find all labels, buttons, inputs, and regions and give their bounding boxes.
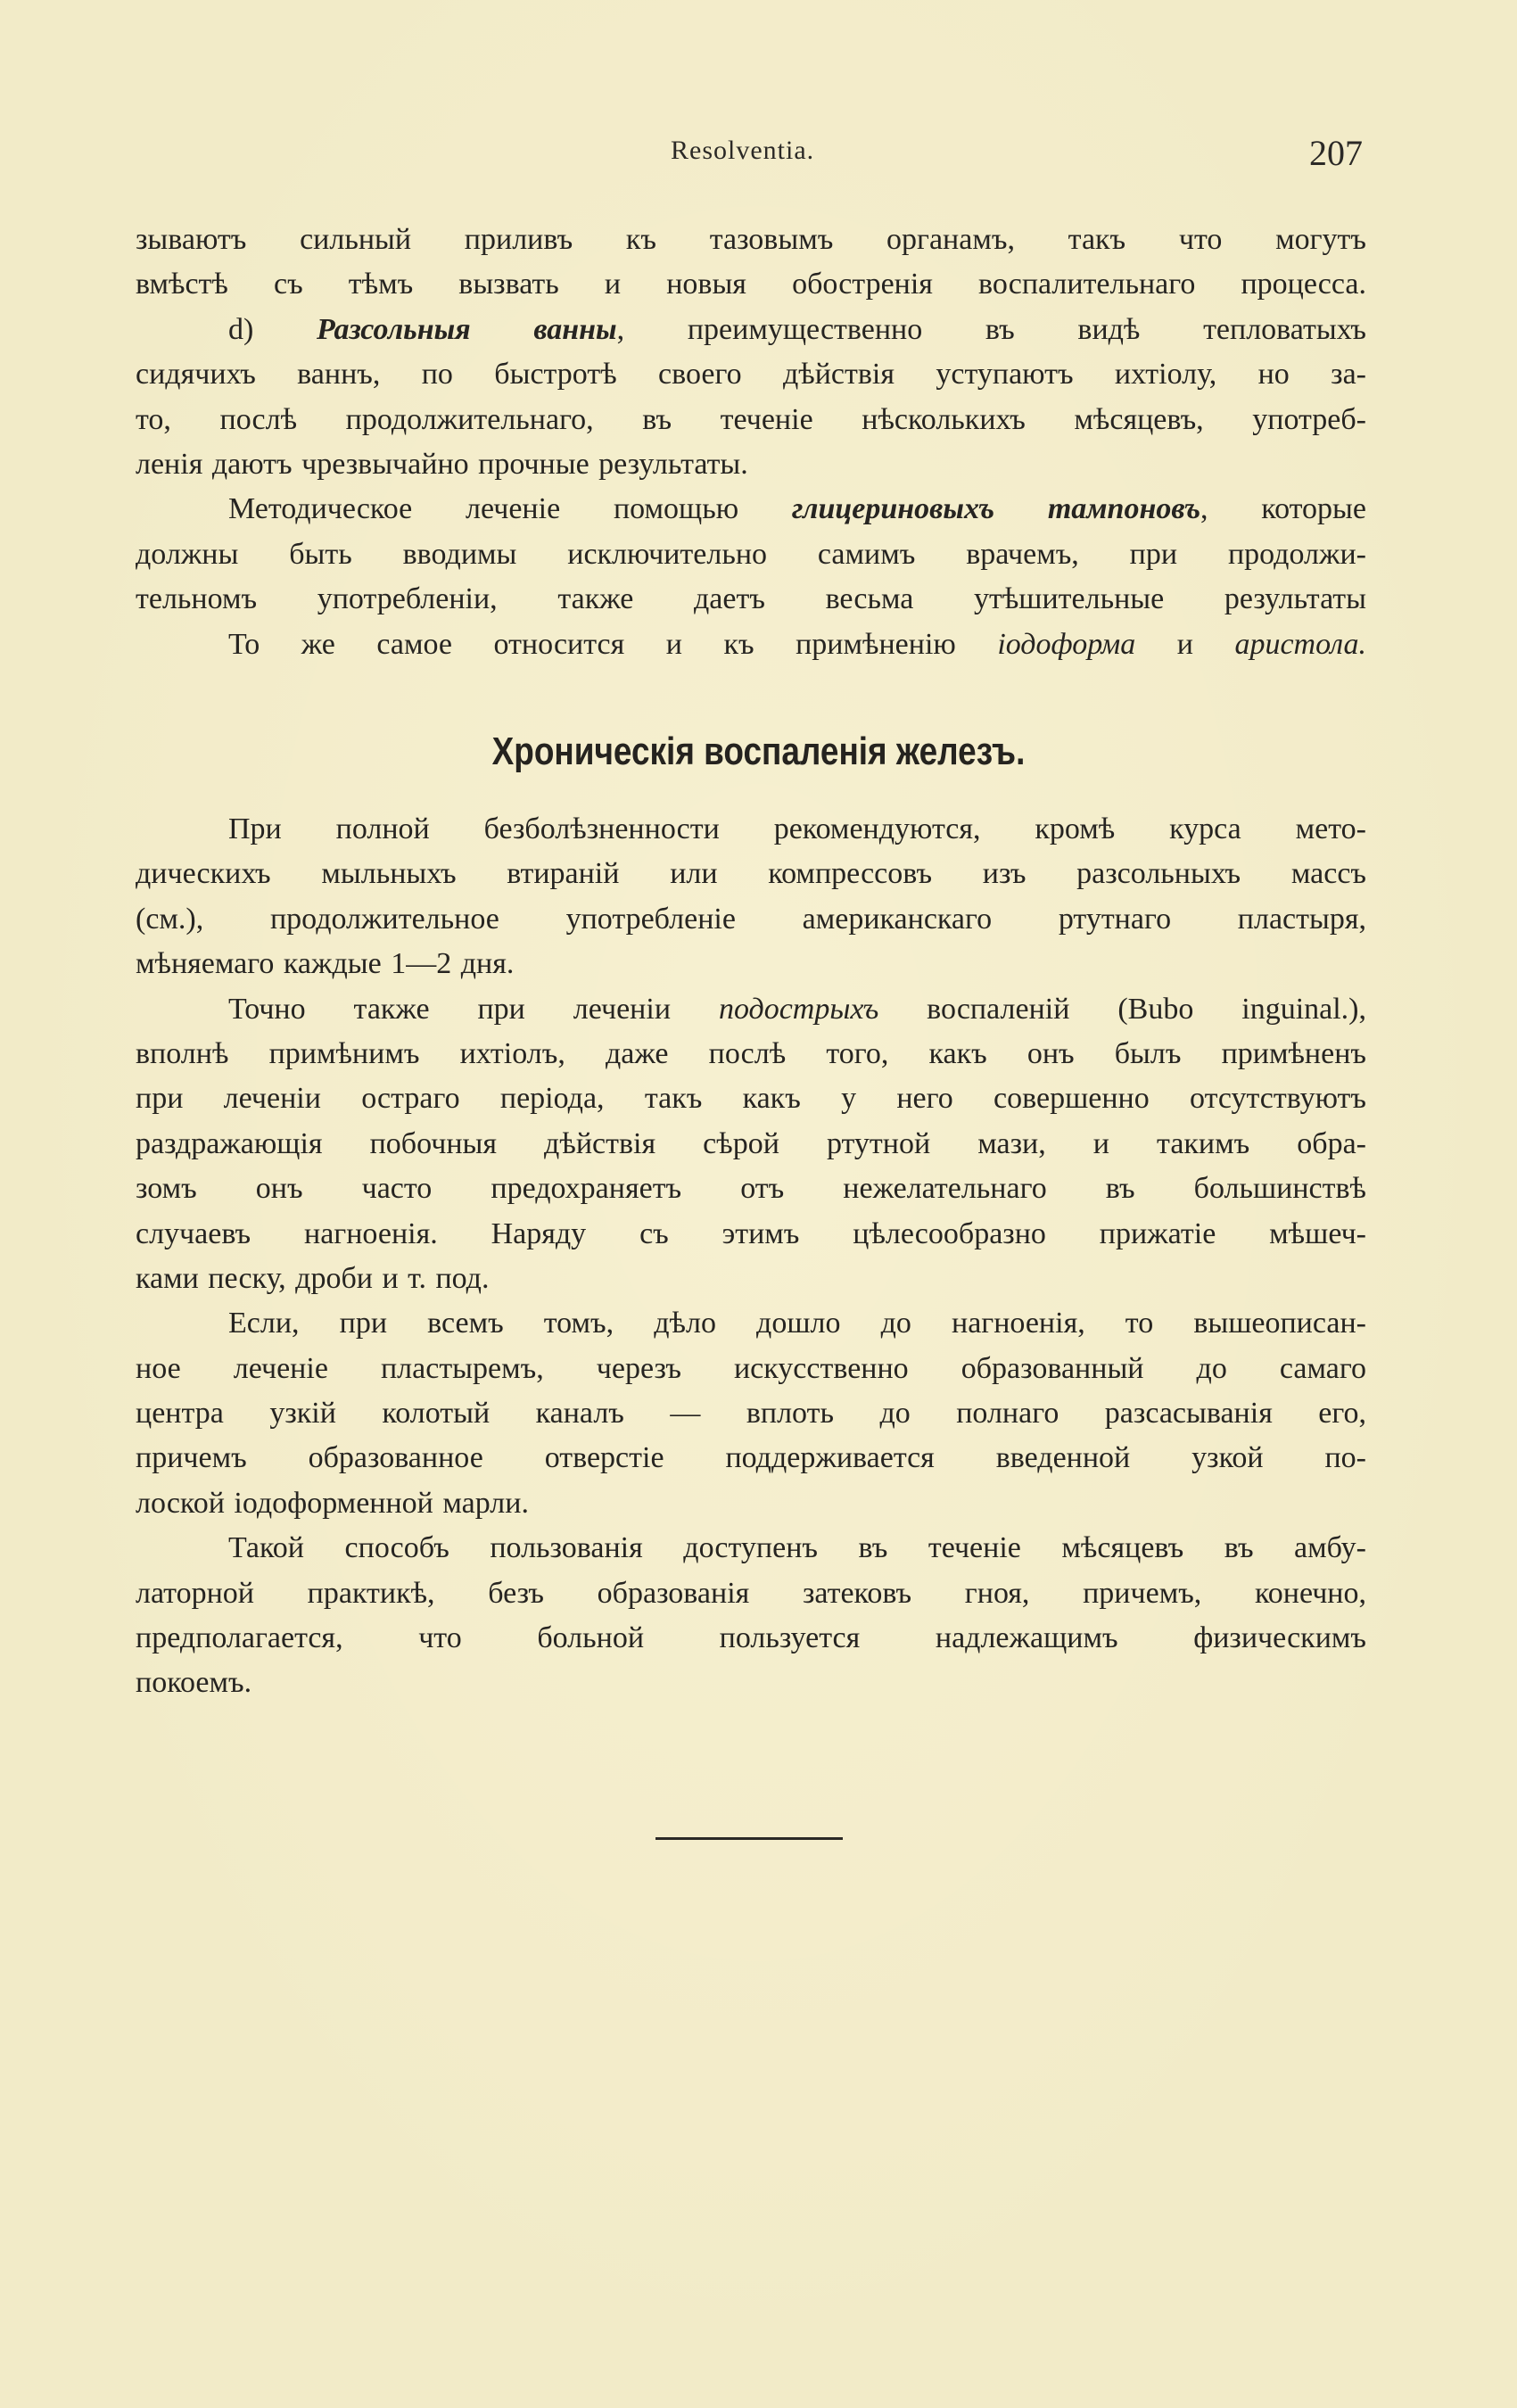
text-line: вмѣстѣ съ тѣмъ вызвать и новыя обостренія воспалительнаго процесса. (136, 268, 1366, 301)
text-line (136, 987, 1366, 1032)
text-line: латорной практикѣ, безъ образованія затековъ гноя, причемъ, конечно, (136, 1576, 1366, 1610)
text-line: ное леченіе пластыремъ, черезъ искусственно образованный до самаго (136, 1351, 1366, 1385)
text-run: воспаленій (Bubo inguinal.), (878, 992, 1366, 1026)
text-line: При полной безболѣзненности рекомендуются, кромѣ курса мето- (228, 812, 1366, 845)
text-line: должны быть вводимы исключительно самимъ врачемъ, при продолжи- (136, 537, 1366, 571)
running-head: Resolventia. (671, 136, 815, 165)
text-line: Такой способъ пользованія доступенъ въ теченіе мѣсяцевъ въ амбу- (228, 1531, 1366, 1565)
emphasis-term: Разсольныя ванны (317, 312, 617, 346)
text-line: зомъ онъ часто предохраняетъ отъ нежелательнаго въ большинствѣ (136, 1172, 1366, 1206)
text-line: мѣняемаго каждые 1—2 дня. (136, 947, 515, 981)
text-line: тельномъ употребленіи, также даетъ весьма утѣшительные результаты (136, 582, 1366, 616)
text-line: дическихъ мыльныхъ втираній или компрессовъ изъ разсольныхъ массъ (136, 857, 1366, 891)
text-section-2 (136, 807, 1366, 1706)
emphasis-term: подострыхъ (718, 992, 879, 1026)
text-run: Методическое леченіе помощью (228, 492, 792, 526)
list-marker: d) (228, 312, 317, 346)
text-line (136, 487, 1366, 532)
page-number: 207 (1309, 133, 1363, 173)
text-line: лоской іодоформенной марли. (136, 1486, 529, 1520)
end-rule-divider (655, 1837, 843, 1840)
text-line: раздражающія побочныя дѣйствія сѣрой ртутной мази, и такимъ обра- (136, 1126, 1366, 1160)
text-run: То же самое относится и къ примѣненію (228, 627, 998, 661)
text-line (136, 308, 1366, 352)
text-run: , которые (1200, 492, 1366, 526)
text-run: , преимущественно въ видѣ тепловатыхъ (616, 312, 1366, 346)
section-heading: Хроническія воспаленія железъ. (491, 730, 1026, 773)
text-line: причемъ образованное отверстіе поддерживается введенной узкой по- (136, 1441, 1366, 1475)
emphasis-term: аристола. (1234, 627, 1366, 661)
text-line: вполнѣ примѣнимъ ихтіолъ, даже послѣ того, какъ онъ былъ примѣненъ (136, 1036, 1366, 1070)
text-line: зываютъ сильный приливъ къ тазовымъ органамъ, такъ что могутъ (136, 223, 1366, 256)
text-line: случаевъ нагноенія. Наряду съ этимъ цѣлесообразно прижатіе мѣшеч- (136, 1216, 1366, 1250)
emphasis-term: глицериновыхъ тампоновъ (791, 492, 1200, 526)
text-line: предполагается, что больной пользуется надлежащимъ физическимъ (136, 1621, 1366, 1655)
text-line: ками песку, дроби и т. под. (136, 1261, 490, 1295)
text-line: ленія даютъ чрезвычайно прочные результаты. (136, 447, 748, 481)
emphasis-term: іодоформа (997, 627, 1136, 661)
text-line: то, послѣ продолжительнаго, въ теченіе нѣсколькихъ мѣсяцевъ, употреб- (136, 402, 1366, 436)
text-line: при леченіи остраго періода, такъ какъ у него совершенно отсутствуютъ (136, 1082, 1366, 1116)
text-run: Точно также при леченіи (228, 992, 719, 1026)
text-line (136, 623, 1366, 667)
text-run: и (1135, 627, 1235, 661)
text-line: сидячихъ ваннъ, по быстротѣ своего дѣйствія уступаютъ ихтіолу, но за- (136, 358, 1366, 392)
text-line: покоемъ. (136, 1666, 252, 1700)
text-line: (см.), продолжительное употребленіе американскаго ртутнаго пластыря, (136, 902, 1366, 936)
text-line: центра узкій колотый каналъ — вплоть до полнаго разсасыванія его, (136, 1397, 1366, 1431)
text-line: Если, при всемъ томъ, дѣло дошло до нагноенія, то вышеописан- (228, 1307, 1366, 1340)
text-section-1 (136, 218, 1366, 667)
